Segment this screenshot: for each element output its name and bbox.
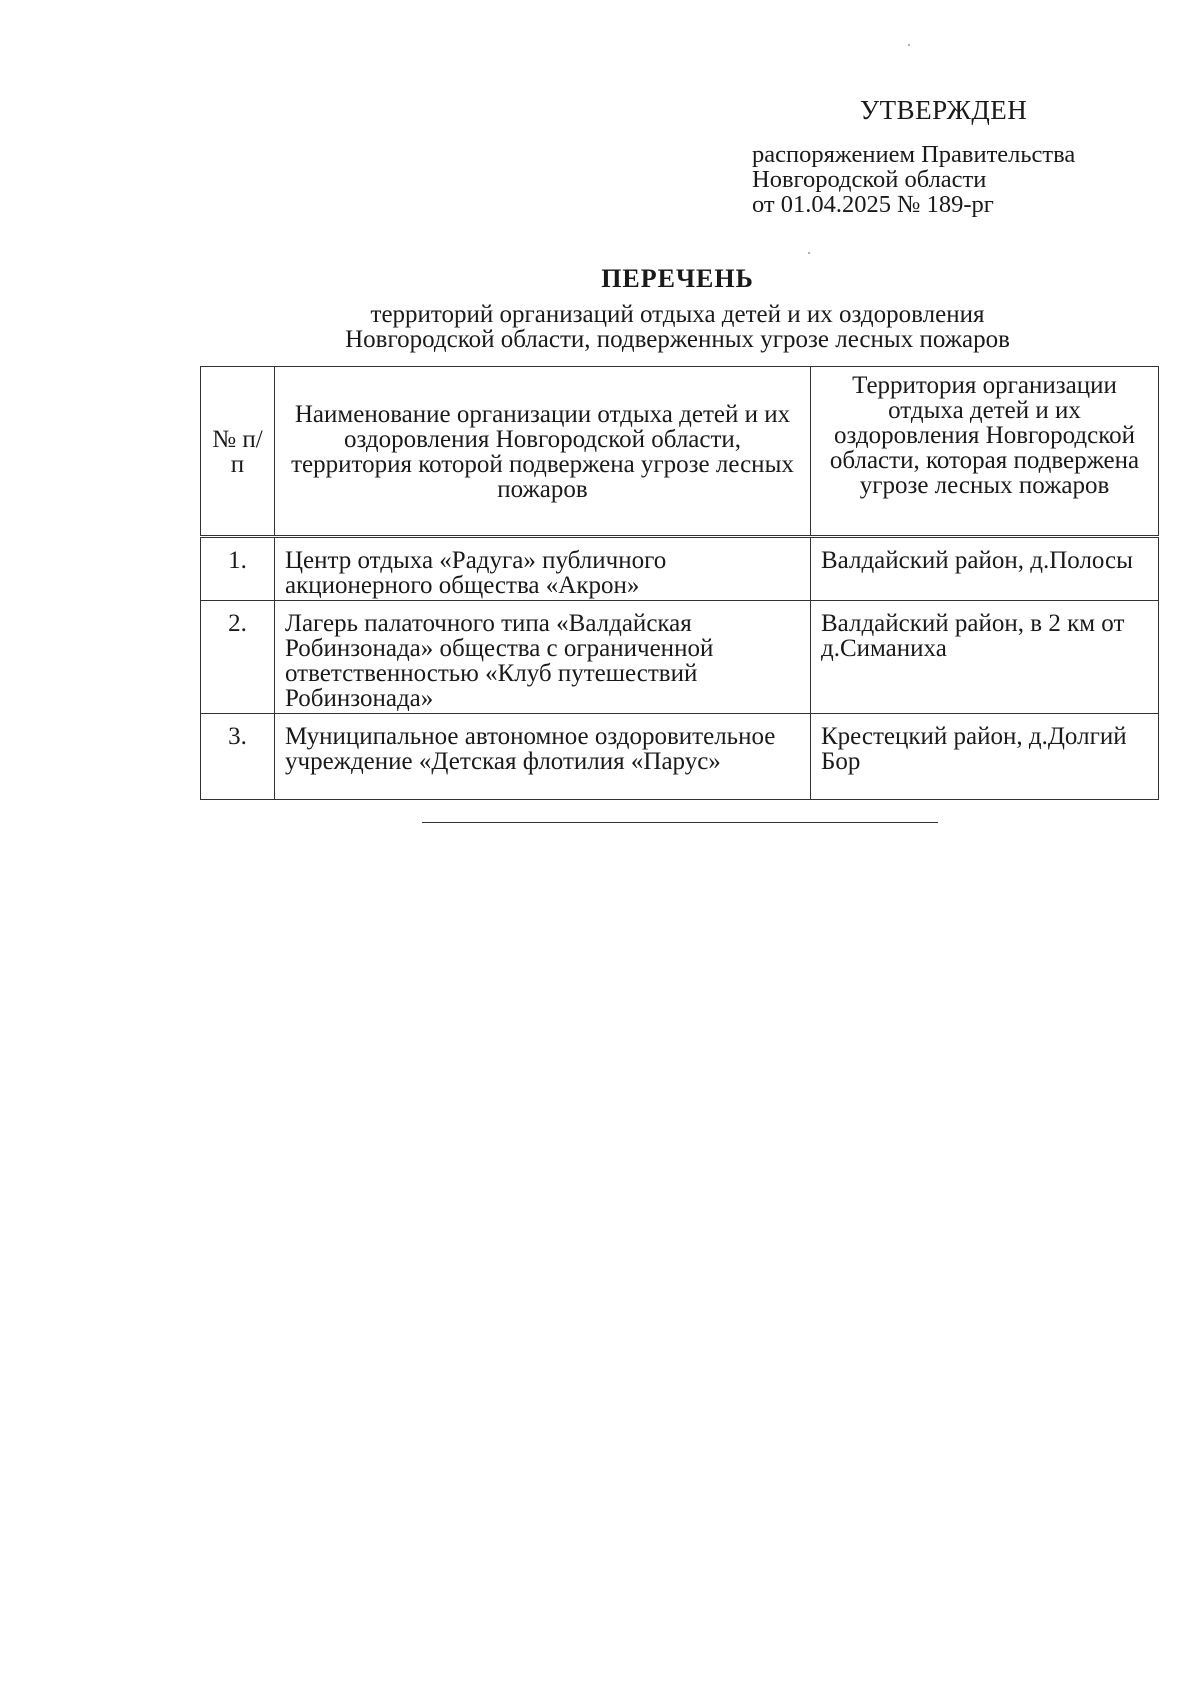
row-name: Муниципальное автономное оздоровительное учреждение «Детская флотилия «Парус» xyxy=(275,714,811,800)
document-title: ПЕРЕЧЕНЬ xyxy=(601,264,754,293)
row-num: 2. xyxy=(201,601,275,714)
header-territory: Территория организации отдыха детей и их оздоровления Новгородской области, которая подвержена угрозе лесных пожаров xyxy=(811,367,1159,537)
approval-line-2: Новгородской области xyxy=(752,166,987,193)
subtitle-line-1: территорий организаций отдыха детей и их оздоровления xyxy=(370,301,985,328)
row-territory: Валдайский район, д.Полосы xyxy=(811,537,1159,601)
table-row xyxy=(201,714,1159,800)
approval-line-3: от 01.04.2025 № 189-рг xyxy=(752,191,994,218)
row-num: 1. xyxy=(201,537,275,601)
row-territory: Валдайский район, в 2 км от д.Симаниха xyxy=(811,601,1159,714)
territories-table xyxy=(200,366,1159,800)
document-subtitle xyxy=(0,302,1200,352)
row-num: 3. xyxy=(201,714,275,800)
row-name: Лагерь палаточного типа «Валдайская Робинзонада» общества с ограниченной ответственностью «Клуб путешествий Робинзонада» xyxy=(275,601,811,714)
end-divider xyxy=(422,822,938,823)
approval-line-1: распоряжением Правительства xyxy=(752,141,1076,168)
table-header-row xyxy=(201,367,1159,537)
subtitle-line-2: Новгородской области, подверженных угрозе лесных пожаров xyxy=(345,326,1010,353)
table-row xyxy=(201,537,1159,601)
header-num: № п/п xyxy=(201,367,275,537)
scan-speck xyxy=(808,252,810,254)
scan-speck xyxy=(908,44,910,46)
table-row xyxy=(201,601,1159,714)
approved-label: УТВЕРЖДЕН xyxy=(860,95,1028,125)
header-name: Наименование организации отдыха детей и их оздоровления Новгородской области, территория которой подвержена угрозе лесных пожаров xyxy=(275,367,811,537)
row-territory: Крестецкий район, д.Долгий Бор xyxy=(811,714,1159,800)
row-name: Центр отдыха «Радуга» публичного акционерного общества «Акрон» xyxy=(275,537,811,601)
